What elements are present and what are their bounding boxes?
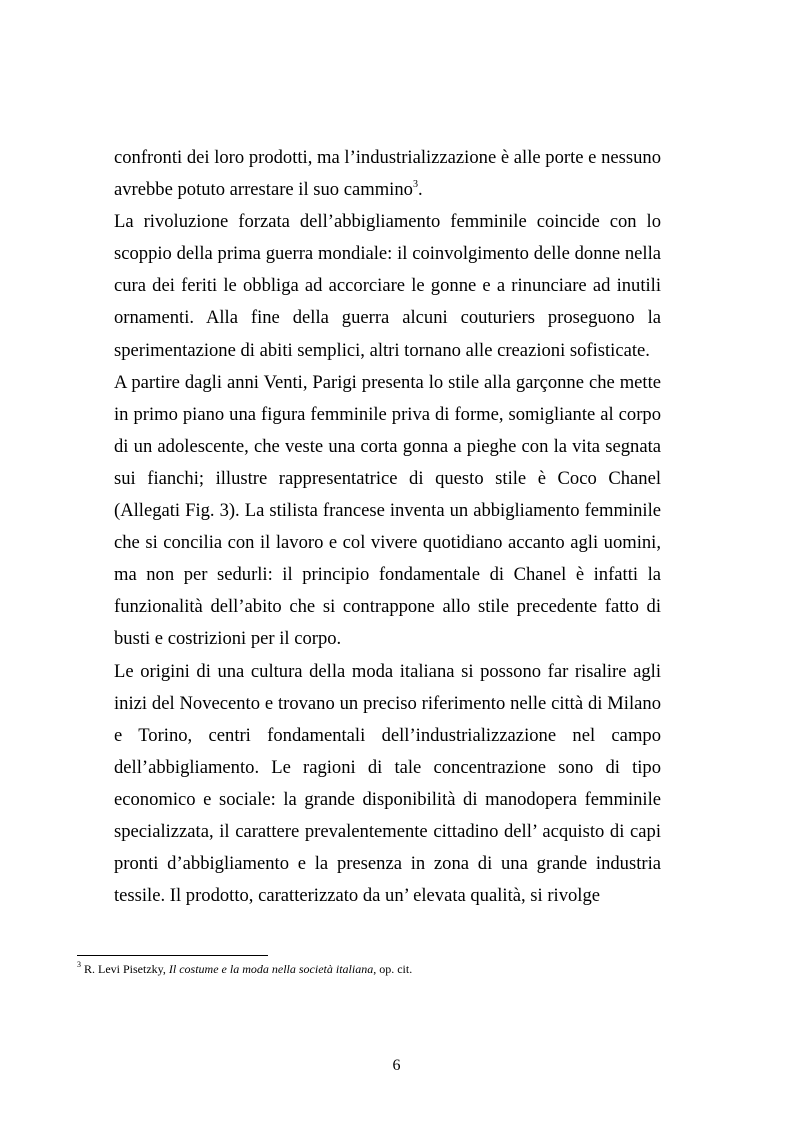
- footnote-title: Il costume e la moda nella società italiana: [168, 962, 374, 976]
- footnote-reference[interactable]: 3: [412, 178, 418, 190]
- paragraph-1: [114, 142, 661, 206]
- paragraph-3: A partire dagli anni Venti, Parigi presenta lo stile alla garçonne che mette in primo piano una figura femminile priva di forme, somigliante al corpo di un adolescente, che veste una corta gonna a pieghe con la vita segnata sui fianchi; illustre rappresentatrice di questo stile è Coco Chanel (Allegati Fig. 3). La stilista francese inventa un abbigliamento femminile che si concilia con il lavoro e col vivere quotidiano accanto agli uomini, ma non per sedurli: il principio fondamentale di Chanel è infatti la funzionalità dell’abito che si contrappone allo stile precedente fatto di busti e costrizioni per il corpo.: [114, 371, 661, 650]
- paragraph-1-end: .: [417, 179, 423, 201]
- paragraph-4: Le origini di una cultura della moda italiana si possono far risalire agli inizi del Novecento e trovano un preciso riferimento nelle città di Milano e Torino, centri fondamentali dell’industrializzazione nel campo dell’abbigliamento. Le ragioni di tale concentrazione sono di tipo economico e sociale: la grande disponibilità di manodopera femminile specializzata, il carattere prevalentemente cittadino dell’ acquisto di capi pronti d’abbigliamento e la presenza in zona di una grande industria tessile. Il prodotto, caratterizzato da un’ elevata qualità, si rivolge: [114, 660, 661, 907]
- footnote-author: R. Levi Pisetzky,: [84, 962, 169, 976]
- paragraph-1-text: confronti dei loro prodotti, ma l’industrializzazione è alle porte e nessuno avrebbe potuto arrestare il suo cammino: [114, 147, 661, 201]
- footnote-number: 3: [77, 960, 81, 969]
- body-text: [114, 142, 661, 912]
- footnote: [77, 961, 677, 977]
- footnote-rest: , op. cit.: [373, 962, 413, 976]
- paragraph-2: La rivoluzione forzata dell’abbigliamento femminile coincide con lo scoppio della prima guerra mondiale: il coinvolgimento delle donne nella cura dei feriti le obbliga ad accorciare le gonne e a rinunciare ad inutili ornamenti. Alla fine della guerra alcuni couturiers proseguono la sperimentazione di abiti semplici, altri tornano alle creazioni sofisticate.: [114, 211, 661, 361]
- page-number: 6: [392, 1057, 401, 1074]
- footnote-separator: [77, 955, 268, 956]
